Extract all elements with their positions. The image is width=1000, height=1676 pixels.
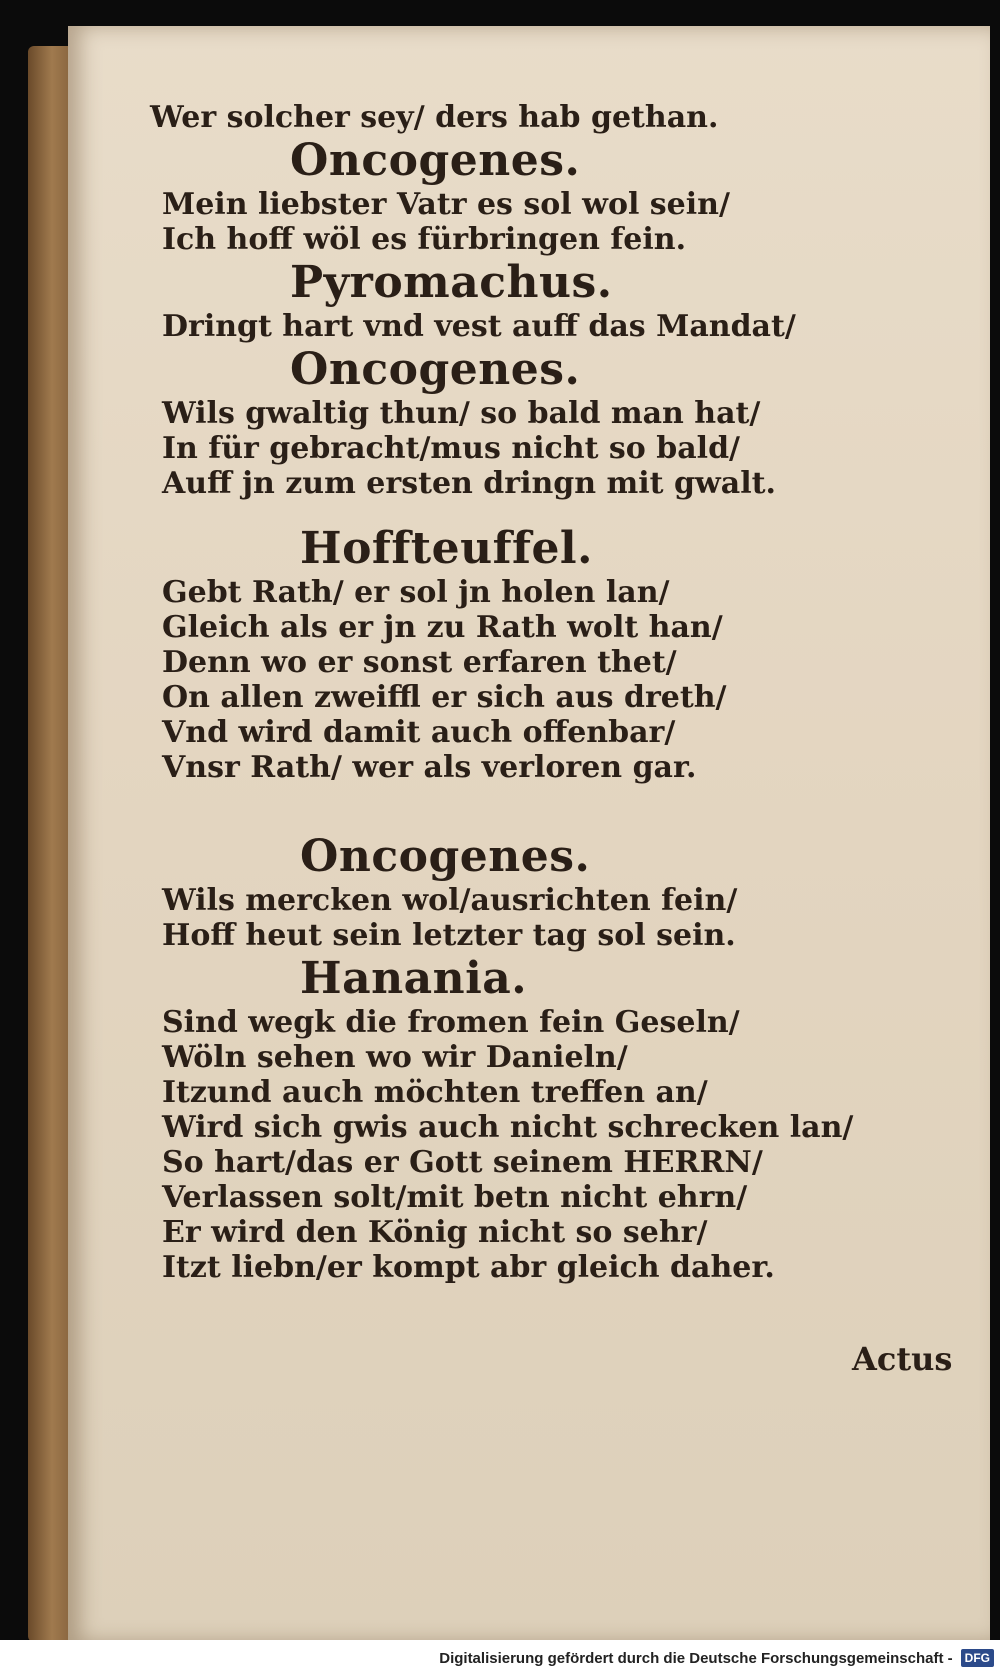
verse-line: Gebt Rath/ er sol jn holen lan/	[162, 575, 670, 610]
speaker-name: Hanania.	[300, 953, 528, 1004]
verse-line: Wird sich gwis auch nicht schrecken lan/	[162, 1110, 854, 1145]
verse-line: Vnsr Rath/ wer als verloren gar.	[162, 750, 697, 785]
verse-line: Mein liebster Vatr es sol wol sein/	[162, 187, 730, 222]
verse-line: On allen zweiffl er sich aus dreth/	[162, 680, 727, 715]
verse-line: Er wird den König nicht so sehr/	[162, 1215, 708, 1250]
verse-line: Denn wo er sonst erfaren thet/	[162, 645, 677, 680]
verse-line: Dringt hart vnd vest auff das Mandat/	[162, 309, 796, 344]
verse-line: In für gebracht/mus nicht so bald/	[162, 431, 740, 466]
verse-line: Ich hoff wöl es fürbringen fein.	[162, 222, 687, 257]
speaker-name: Oncogenes.	[300, 831, 591, 882]
verse-line: Itzt liebn/er kompt abr gleich daher.	[162, 1250, 775, 1285]
verse-line: Sind wegk die fromen fein Geseln/	[162, 1005, 740, 1040]
verse-line: Verlassen solt/mit betn nicht ehrn/	[162, 1180, 748, 1215]
verse-line: Wils gwaltig thun/ so bald man hat/	[162, 396, 761, 431]
dfg-logo-icon: DFG	[961, 1649, 994, 1667]
verse-line: So hart/das er Gott seinem HERRN/	[162, 1145, 763, 1180]
verse-line: Vnd wird damit auch offenbar/	[162, 715, 676, 750]
page-text-block	[150, 100, 854, 1285]
verse-line: Gleich als er jn zu Rath wolt han/	[162, 610, 723, 645]
verse-line: Itzund auch möchten treffen an/	[162, 1075, 708, 1110]
verse-line: Hoff heut sein letzter tag sol sein.	[162, 918, 736, 953]
verse-line: Auff jn zum ersten dringn mit gwalt.	[162, 466, 776, 501]
verse-line: Wils mercken wol/ausrichten fein/	[162, 883, 738, 918]
digitization-credit: Digitalisierung gefördert durch die Deutsche Forschungsgemeinschaft -	[439, 1649, 953, 1667]
verse-line: Wer solcher sey/ ders hab gethan.	[150, 100, 719, 135]
catchword: Actus	[852, 1340, 953, 1378]
speaker-name: Oncogenes.	[290, 344, 581, 395]
footer-bar	[0, 1640, 1000, 1676]
speaker-name: Hoffteuffel.	[300, 523, 593, 574]
speaker-name: Oncogenes.	[290, 135, 581, 186]
verse-line: Wöln sehen wo wir Danieln/	[162, 1040, 628, 1075]
speaker-name: Pyromachus.	[290, 257, 613, 308]
